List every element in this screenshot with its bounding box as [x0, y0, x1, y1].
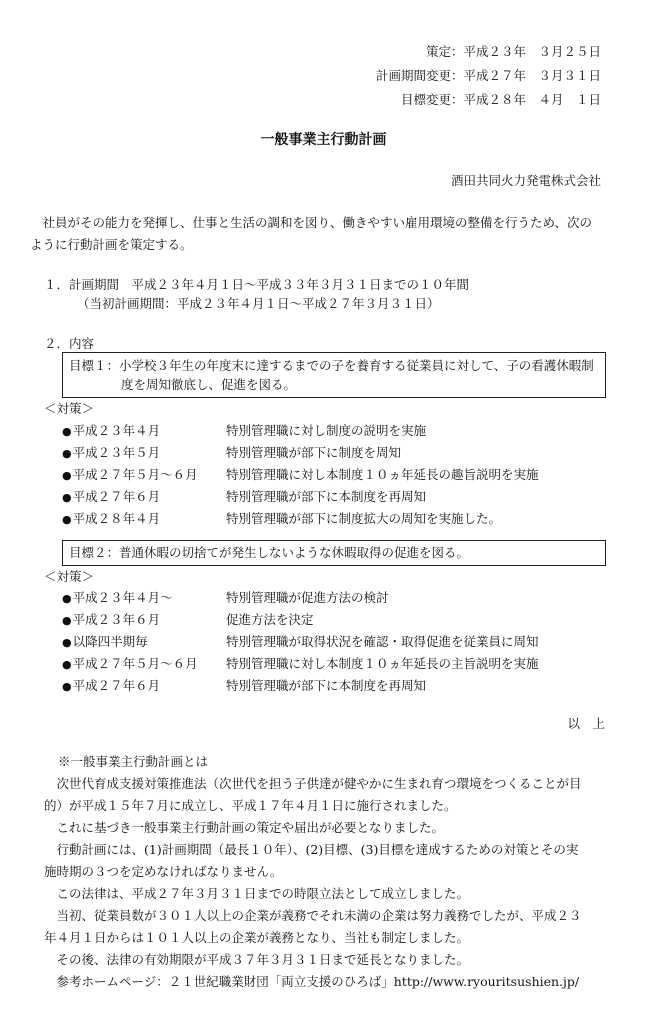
company-name: 酒田共同火力発電株式会社 [450, 173, 601, 188]
measure-date: 平成２７年６月 [72, 489, 161, 504]
measure-date: 平成２７年６月 [72, 678, 161, 693]
goal-2-measure-row [62, 592, 389, 605]
goal-change-date: 目標変更：平成２８年 ４月 １日 [400, 92, 601, 107]
goal-1-measures-label: ＜対策＞ [44, 401, 95, 416]
goal-2-measures-label: ＜対策＞ [44, 569, 95, 584]
goal-1-measure-row [62, 469, 539, 482]
intro-line-2: ように行動計画を策定する。 [30, 237, 193, 252]
measure-text: 特別管理職が部下に制度を周知 [226, 445, 402, 460]
goal-2-box [62, 540, 606, 566]
note-line: この法律は、平成２７年３月３１日までの時限立法として成立しました。 [44, 886, 470, 901]
note-line: 的）が平成１５年７月に成立し、平成１７年４月１日に施行されました。 [44, 798, 457, 813]
bullet-icon: ● [62, 447, 72, 460]
strategy-date: 策定：平成２３年 ３月２５日 [425, 44, 601, 59]
intro-line-1: 社員がその能力を発揮し、仕事と生活の調和を図り、働きやすい雇用環境の整備を行うため、次の [30, 215, 593, 230]
bullet-icon: ● [62, 491, 72, 504]
goal-2-measure-row [62, 614, 314, 627]
measure-text: 特別管理職に対し制度の説明を実施 [226, 423, 427, 438]
bullet-icon: ● [62, 592, 72, 605]
measure-date: 平成２３年４月 [72, 423, 161, 438]
measure-date: 平成２３年４月～ [72, 590, 173, 605]
note-line: 当初、従業員数が３０１人以上の企業が義務でそれ未満の企業は努力義務でしたが、平成２３ [44, 908, 582, 923]
goal-2-measure-row [62, 636, 539, 649]
note-line: その後、法律の有効期限が平成３７年３月３１日まで延長となりました。 [44, 952, 470, 967]
plan-period: １．計画期間 平成２３年４月１日～平成３３年３月３１日までの１０年間 [44, 277, 470, 292]
closing-mark: 以 上 [567, 716, 605, 731]
bullet-icon: ● [62, 680, 72, 693]
goal-2-measure-row [62, 680, 426, 693]
bullet-icon: ● [62, 636, 72, 649]
measure-date: 平成２３年６月 [72, 612, 161, 627]
measure-text: 特別管理職に対し本制度１０ヵ年延長の趣旨説明を実施 [226, 467, 539, 482]
goal-1-measure-row [62, 447, 401, 460]
measure-date: 以降四半期毎 [72, 634, 148, 649]
measure-text: 特別管理職が部下に本制度を再周知 [226, 678, 427, 693]
note-line: 行動計画には、(1)計画期間（最長１０年）、(2)目標、(3)目標を達成するための対策とその実 [44, 842, 579, 857]
goal-2-line-1: 目標２：普通休暇の切捨てが発生しないような休暇取得の促進を図る。 [69, 545, 470, 560]
measure-date: 平成２７年５月～６月 [72, 656, 198, 671]
goal-1-measure-row [62, 513, 501, 526]
note-line: 年４月１日からは１０１人以上の企業が義務となり、当社も制定しました。 [44, 930, 470, 945]
bullet-icon: ● [62, 614, 72, 627]
goal-1-measure-row [62, 425, 426, 438]
section-content-heading: ２．内容 [44, 336, 95, 351]
measure-text: 特別管理職が部下に本制度を再周知 [226, 489, 427, 504]
plan-period-change-date: 計画期間変更：平成２７年 ３月３１日 [375, 68, 601, 83]
note-heading: ※一般事業主行動計画とは [58, 754, 209, 769]
bullet-icon: ● [62, 658, 72, 671]
bullet-icon: ● [62, 513, 72, 526]
measure-text: 特別管理職が促進方法の検討 [226, 590, 389, 605]
measure-date: 平成２７年５月～６月 [72, 467, 198, 482]
measure-text: 特別管理職が部下に制度拡大の周知を実施した。 [226, 511, 502, 526]
measure-text: 促進方法を決定 [226, 612, 314, 627]
measure-text: 特別管理職が取得状況を確認・取得促進を従業員に周知 [226, 634, 539, 649]
goal-1-line-1: 目標１：小学校３年生の年度末に達するまでの子を養育する従業員に対して、子の看護休暇制 [69, 358, 594, 373]
measure-text: 特別管理職に対し本制度１０ヵ年延長の主旨説明を実施 [226, 656, 539, 671]
bullet-icon: ● [62, 425, 72, 438]
goal-1-line-2: 度を周知徹底し、促進を図る。 [121, 377, 297, 392]
note-line: これに基づき一般事業主行動計画の策定や届出が必要となりました。 [44, 820, 445, 835]
page-title: 一般事業主行動計画 [260, 132, 387, 148]
bullet-icon: ● [62, 469, 72, 482]
goal-1-box [62, 352, 606, 398]
measure-date: 平成２３年５月 [72, 445, 161, 460]
goal-1-measure-row [62, 491, 426, 504]
initial-plan-period: （当初計画期間：平成２３年４月１日～平成２７年３月３１日） [77, 296, 440, 311]
measure-date: 平成２８年４月 [72, 511, 161, 526]
note-line: 施時期の３つを定めなければなりません。 [44, 864, 283, 879]
goal-2-measure-row [62, 658, 539, 671]
note-reference-line: 参考ホームページ：２１世紀職業財団「両立支援のひろば」http://www.ryouritsushien.jp/ [44, 974, 580, 989]
note-line: 次世代育成支援対策推進法（次世代を担う子供達が健やかに生まれ育つ環境をつくることが目 [44, 776, 582, 791]
